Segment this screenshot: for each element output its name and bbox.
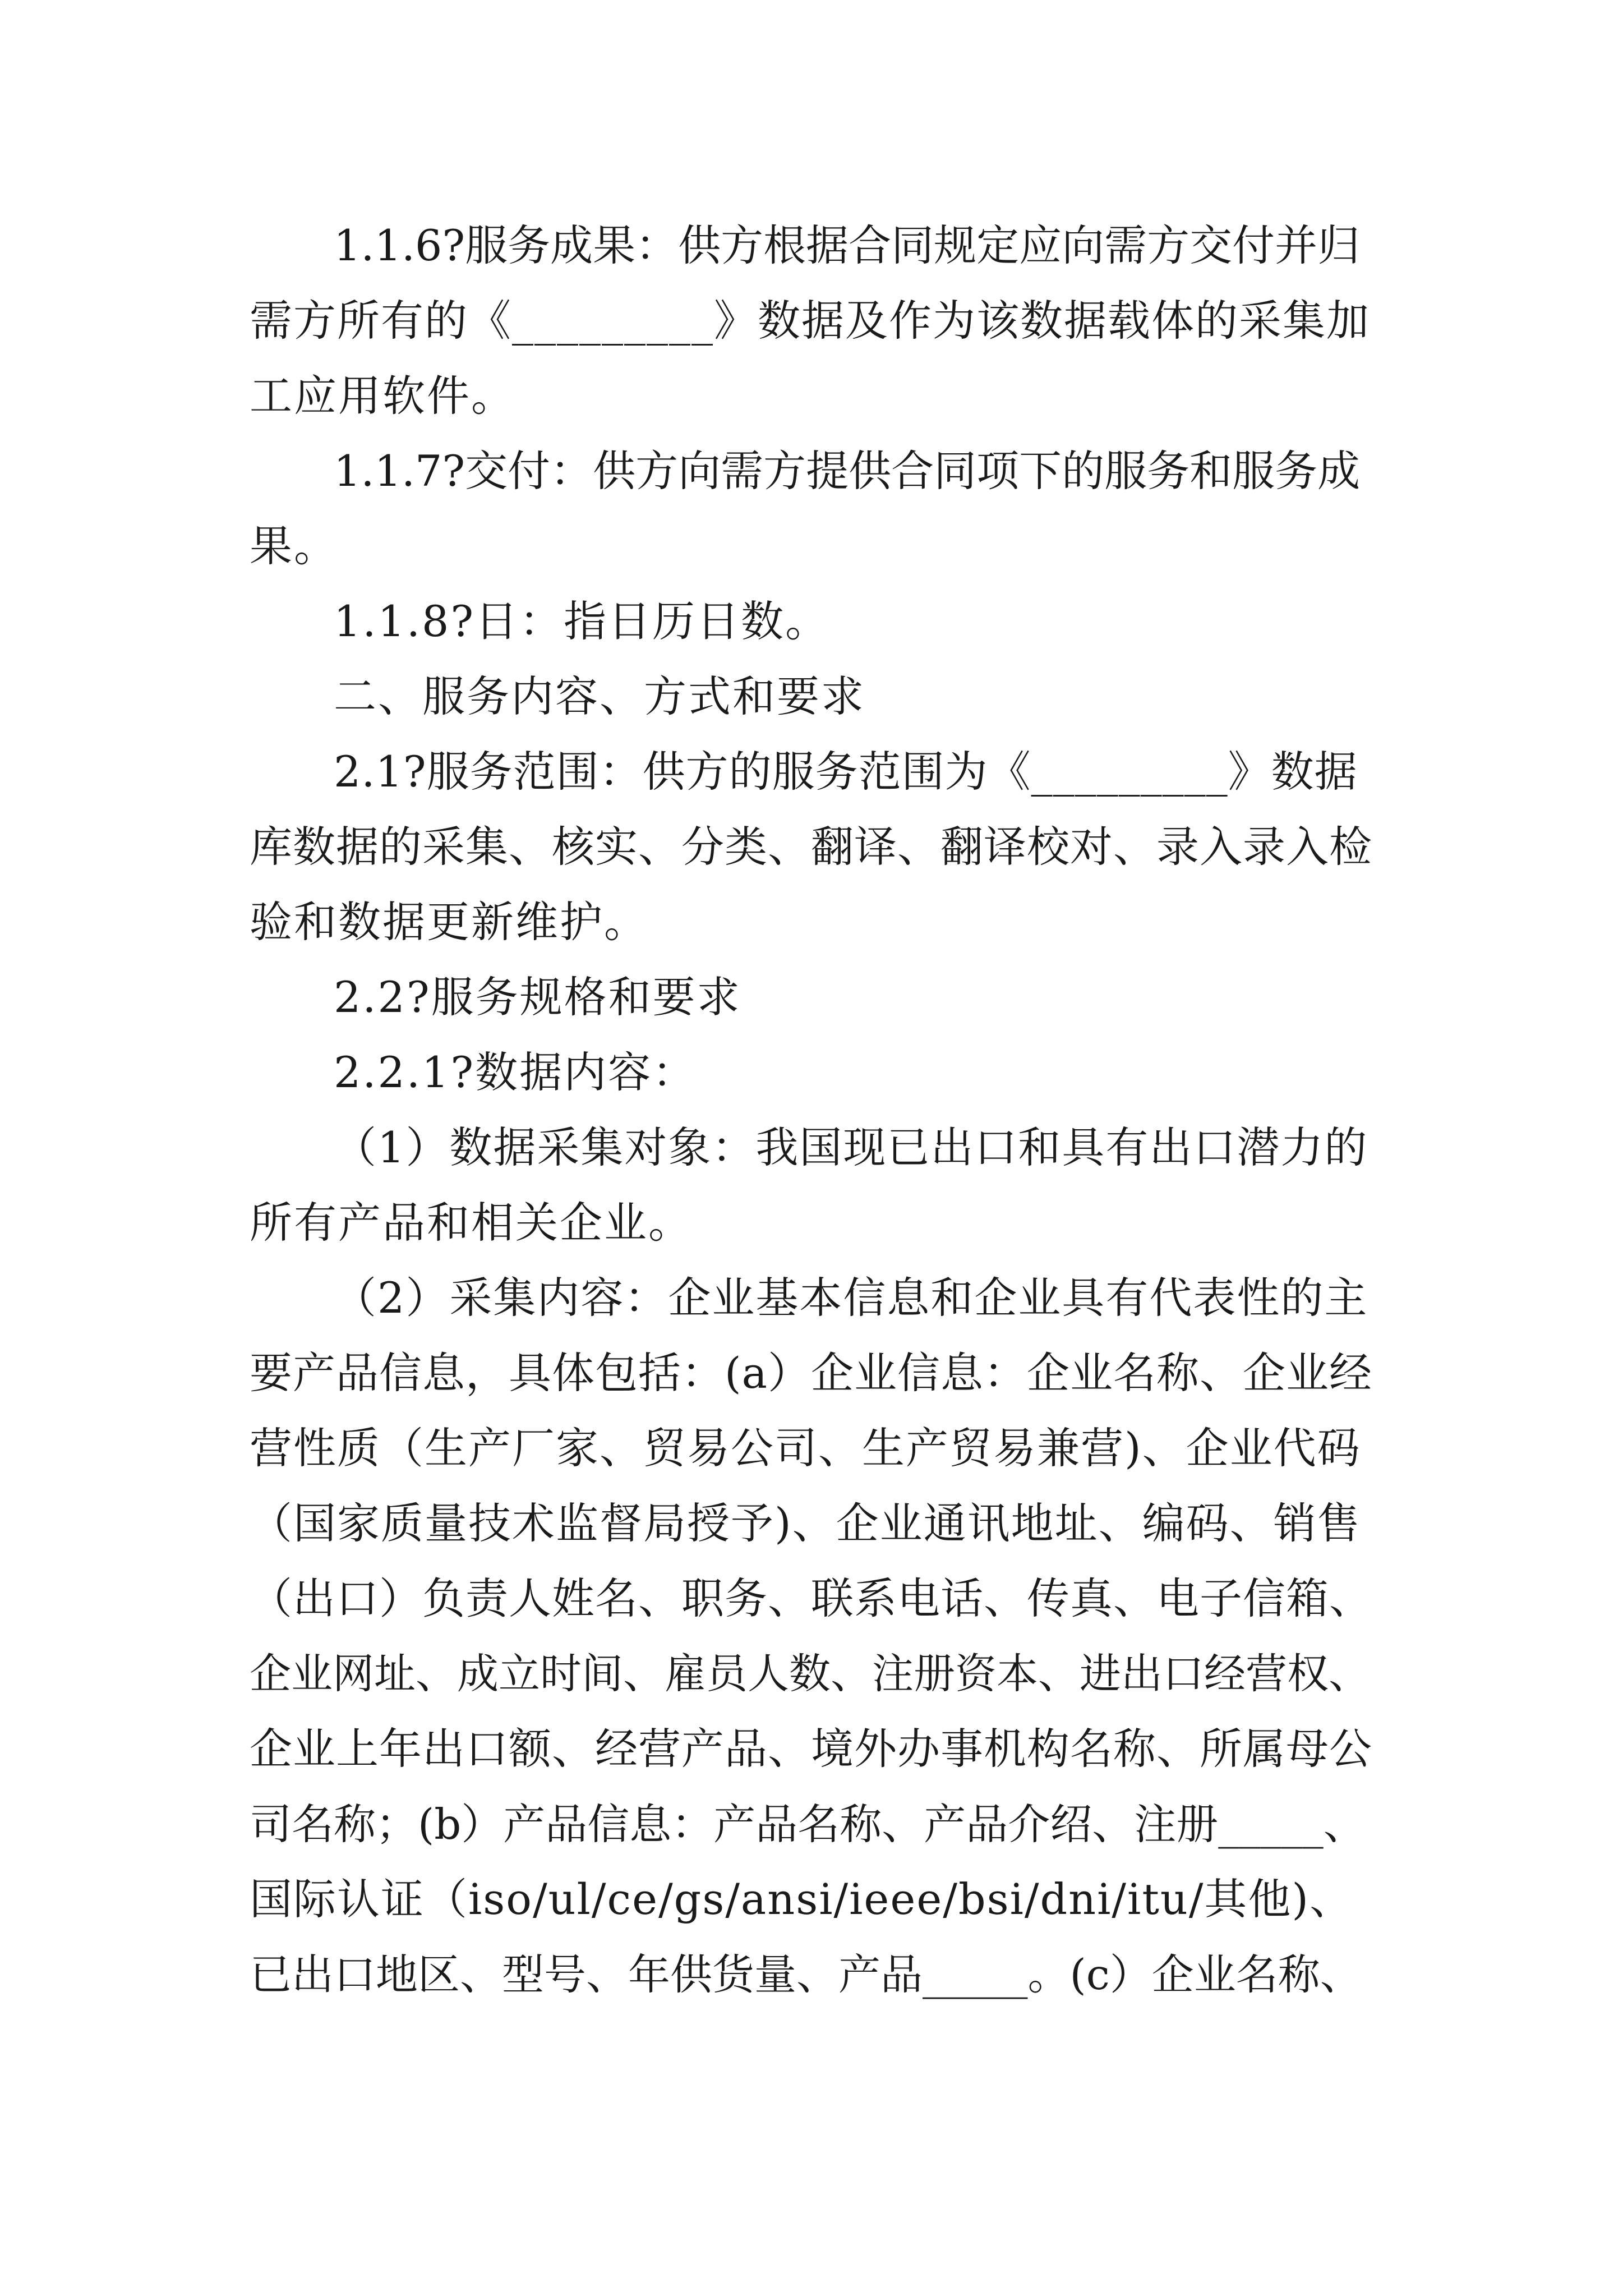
text-line: 需方所有的《_________》数据及作为该数据载体的采集加 [250,296,1370,346]
text-line: 1.1.7?交付：供方向需方提供合同项下的服务和服务成 [334,446,1361,496]
text-line: （1）数据采集对象：我国现已出口和具有出口潜力的 [334,1122,1368,1172]
text-line: 1.1.8?日：指日历日数。 [334,596,830,646]
text-line: 企业上年出口额、经营产品、境外办事机构名称、所属母公 [250,1724,1372,1774]
text-line: 司名称；(b）产品信息：产品名称、产品介绍、注册_____、 [250,1800,1366,1849]
text-line: 所有产品和相关企业。 [250,1198,693,1248]
text-line: 营性质（生产厂家、贸易公司、生产贸易兼营)、企业代码 [250,1423,1361,1473]
text-line: 国际认证（iso/ul/ce/gs/ansi/ieee/bsi/dni/itu/其他)、 [250,1874,1354,1924]
text-line: 2.2?服务规格和要求 [334,972,741,1022]
text-line: 库数据的采集、核实、分类、翻译、翻译校对、录入录入检 [250,822,1372,872]
text-line: 已出口地区、型号、年供货量、产品_____。(c）企业名称、 [250,1950,1362,1999]
text-line: 1.1.6?服务成果：供方根据合同规定应向需方交付并归 [334,220,1361,270]
text-line: 要产品信息，具体包括：(a）企业信息：企业名称、企业经 [250,1348,1372,1398]
section-heading: 二、服务内容、方式和要求 [334,671,865,721]
text-line: 工应用软件。 [250,371,515,421]
text-line: 果。 [250,521,338,571]
text-line: 2.1?服务范围：供方的服务范围为《_________》数据 [334,747,1358,797]
text-line: （出口）负责人姓名、职务、联系电话、传真、电子信箱、 [250,1573,1372,1623]
text-line: （国家质量技术监督局授予)、企业通讯地址、编码、销售 [250,1498,1361,1548]
text-line: 企业网址、成立时间、雇员人数、注册资本、进出口经营权、 [250,1650,1370,1698]
text-line: （2）采集内容：企业基本信息和企业具有代表性的主 [334,1273,1368,1323]
text-line: 2.2.1?数据内容： [334,1047,697,1097]
text-line: 验和数据更新维护。 [250,897,648,947]
